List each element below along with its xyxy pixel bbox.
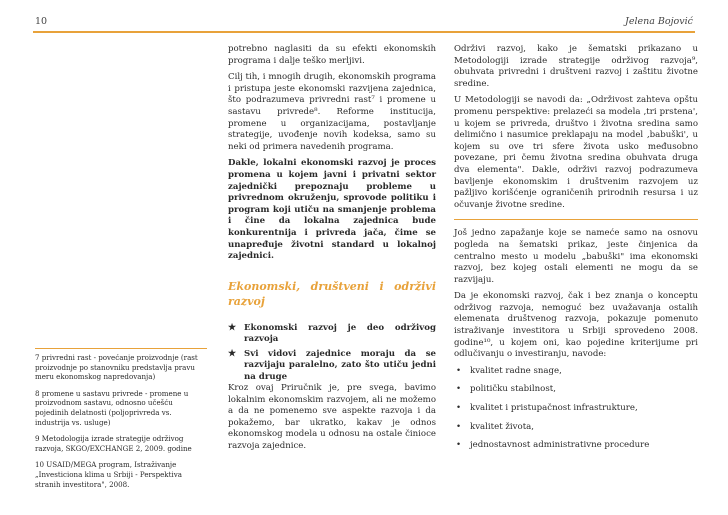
middle-closing-paragraph: Kroz ovaj Priručnik je, pre svega, bavimo lokalnim ekonomskim razvojem, ali ne možemo a da ne pomenemo sve aspekte razvoja i da pokažemo, bar ukratko, kakav je odnos ekonomskog modela u odnosu na ostale činioce razvoja zajednice. — [228, 383, 436, 451]
star-list — [228, 323, 436, 384]
list-item: • jednostavnost administrativne procedure — [456, 440, 650, 451]
paragraph: Održivi razvoj, kako je šematski prikazano u Metodologiji izrade strategije održivog razvoja⁹, obuhvata privredni i društveni razvoj i zaštitu životne sredine. — [454, 44, 698, 89]
bullet-icon: • — [456, 403, 462, 414]
star-list-item: ★ Svi vidovi zajednice moraju da se razvijaju paralelno, zato što utiču jedni na druge — [228, 348, 436, 383]
bullet-icon: • — [456, 365, 462, 376]
star-icon: ★ — [228, 322, 237, 333]
header-rule — [33, 31, 695, 33]
bullet-icon: • — [456, 384, 462, 395]
footnote: 8 promene u sastavu privrede - promene u proizvodnom sastavu, odnosno učešću pojedinih delatnosti (poljoprivreda vs. industrija vs. usluge) — [35, 388, 189, 427]
bullet-icon: • — [456, 440, 462, 451]
list-item: • kvalitet i pristupačnost infrastrukture, — [456, 403, 638, 414]
list-item: • kvalitet radne snage, — [456, 365, 562, 376]
list-item: • političku stabilnost, — [456, 384, 556, 395]
footnote: 9 Metodologija izrade strategije održivog razvoja, SKGO/EXCHANGE 2, 2009. godine — [35, 434, 192, 453]
footnote: 10 USAID/MEGA program, Istraživanje „Investiciona klima u Srbiji - Perspektiva stranih investitora", 2008. — [35, 460, 182, 489]
paragraph-emphasis: Dakle, lokalni ekonomski razvoj je proces promena u kojem javni i privatni sektor zajednički prepoznaju probleme u privrednom okruženju, sprovode politiku i program koji utiču na smanjenje problema i čine da lokalna zajednica bude konkurentnija i privreda jača, čime se unapređuje životni standard u lokalnoj zajednici. — [228, 158, 436, 262]
right-column — [454, 44, 698, 459]
middle-column — [228, 44, 436, 387]
bullet-list — [454, 366, 698, 452]
bullet-icon: • — [456, 421, 462, 432]
list-item: • kvalitet života, — [456, 421, 535, 432]
paragraph: Cilj tih, i mnogih drugih, ekonomskih programa i pristupa jeste ekonomski razvijena zajednica, što podrazumeva privredni rast⁷ i promene u sastavu privrede⁸. Reforme institucija, promene u organizacijama, postavljanje strategije, uvođenje novih kodeksa, samo su neki od primera navedenih programa. — [228, 72, 436, 152]
star-list-item: ★ Ekonomski razvoj je deo održivog razvoja — [228, 322, 436, 345]
star-icon: ★ — [228, 348, 237, 359]
section-heading: Ekonomski, društveni i održivi razvoj — [228, 279, 436, 308]
page-number: 10 — [35, 16, 48, 27]
paragraph: Da je ekonomski razvoj, čak i bez znanja o konceptu održivog razvoja, nemoguć bez uvažavanja ostalih elemenata društvenog razvoja, pokazuje pomenuto istraživanje investitora u Srbiji sprovedeno 2008. godine¹⁰, u kojem oni, kao pojedine kriterijume pri odlučivanju o investiranju, navode: — [454, 291, 698, 360]
paragraph: U Metodologiji se navodi da: „Održivost zahteva opštu promenu perspektive: prelazeći sa modela ‚tri prstena', u kojem se privreda, društvo i životna sredina samo delimično i nasumice preklapaju na model ‚babuški', u kojem su ove tri sfere života usko međusobno povezane, pri čemu životna sredina obuhvata druga dva elementa". Dakle, održivi razvoj podrazumeva bavljenje ekonomskim i društvenim razvojem uz pažljivo korišćenje ograničenih prirodnih resursa i uz očuvanje životne sredine. — [454, 95, 698, 210]
footnote: 7 privredni rast - povećanje proizvodnje (rast proizvodnje po stanovniku predstavlja pravu meru ekonomskog napredovanja) — [35, 353, 198, 382]
footnotes — [35, 348, 207, 496]
paragraph: Još jedno zapažanje koje se nameće samo na osnovu pogleda na šematski prikaz, jeste činjenica da centralno mesto u modelu „babuški" ima ekonomski razvoj, bez kojeg ostali elementi ne mogu da se razvijaju. — [454, 228, 698, 285]
footnote-rule — [35, 348, 207, 349]
running-head-author: Jelena Bojović — [625, 16, 693, 27]
divider — [454, 219, 698, 220]
paragraph: potrebno naglasiti da su efekti ekonomskih programa i dalje teško merljivi. — [228, 44, 436, 66]
